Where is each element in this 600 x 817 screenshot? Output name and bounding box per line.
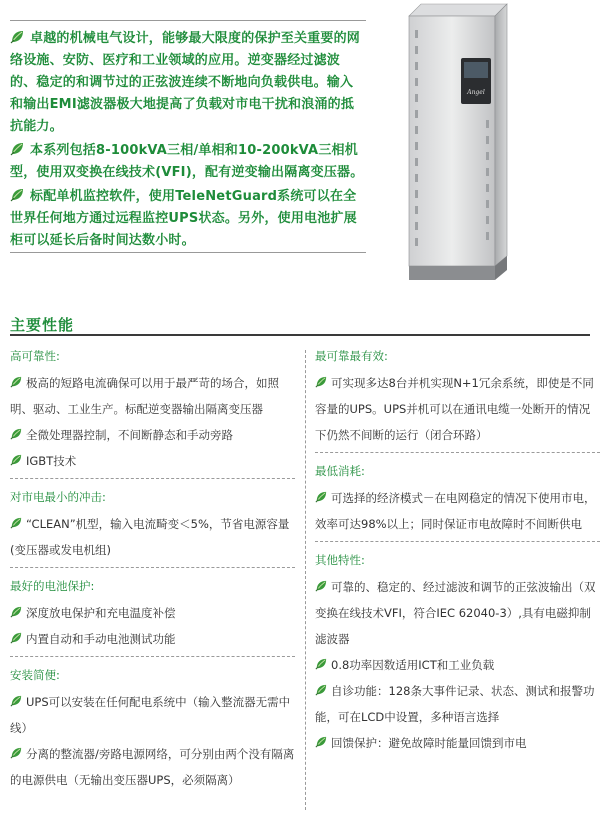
feature-group xyxy=(10,576,295,652)
group-divider xyxy=(10,656,295,657)
feature-group-heading: 最低消耗: xyxy=(315,464,365,478)
feature-item xyxy=(10,448,295,474)
leaf-bullet-icon xyxy=(10,454,22,466)
leaf-bullet-icon xyxy=(10,632,22,644)
feature-item xyxy=(10,689,295,741)
feature-group-heading: 最好的电池保护: xyxy=(10,579,95,593)
ups-brand-label: Angel xyxy=(467,89,485,96)
leaf-bullet-icon xyxy=(10,376,22,388)
leaf-bullet-icon xyxy=(315,684,327,696)
intro-text: 卓越的机械电气设计，能够最大限度的保护至关重要的网络设施、安防、医疗和工业领域的应用。逆变器经过滤波的、稳定的和调节过的正弦波连续不断地向负载供电。输入和输出EMI滤波器极大地提高了负载对市电干扰和浪涌的抵抗能力。 xyxy=(10,31,361,134)
leaf-bullet-icon xyxy=(315,491,327,503)
feature-text: 极高的短路电流确保可以用于最严苛的场合，如照明、驱动、工业生产。标配逆变器输出隔离变压器 xyxy=(10,376,279,416)
features-right-column xyxy=(315,346,600,758)
feature-text: 自诊功能：128条大事件记录、状态、测试和报警功能，可在LCD中设置，多种语言选择 xyxy=(315,684,595,724)
feature-group xyxy=(315,550,600,756)
feature-item xyxy=(10,422,295,448)
intro-text: 本系列包括8-100kVA三相/单相和10-200kVA三相机型，使用双变换在线技术(VFI)，配有逆变输出隔离变压器。 xyxy=(10,143,364,180)
feature-item xyxy=(315,730,600,756)
leaf-bullet-icon xyxy=(10,428,22,440)
group-divider xyxy=(10,478,295,479)
feature-item xyxy=(10,626,295,652)
ups-cabinet-image xyxy=(403,0,513,292)
feature-item xyxy=(10,511,295,563)
leaf-bullet-icon xyxy=(10,747,22,759)
leaf-bullet-icon xyxy=(10,606,22,618)
section-title: 主要性能 xyxy=(10,316,75,334)
leaf-bullet-icon xyxy=(10,142,24,156)
feature-item xyxy=(315,678,600,730)
feature-text: 可靠的、稳定的、经过滤波和调节的正弦波输出（双变换在线技术VFI，符合IEC 62040-3）,具有电磁抑制滤波器 xyxy=(315,580,596,646)
feature-text: 分离的整流器/旁路电源网络，可分别由两个没有隔离的电源供电（无输出变压器UPS，必须隔离） xyxy=(10,747,295,787)
intro-paragraph xyxy=(10,186,366,252)
feature-text: 内置自动和手动电池测试功能 xyxy=(26,632,176,646)
leaf-bullet-icon xyxy=(315,736,327,748)
intro-bottom-rule xyxy=(10,252,366,253)
feature-group-heading: 安装简便: xyxy=(10,668,60,682)
feature-text: 全微处理器控制，不间断静态和手动旁路 xyxy=(26,428,233,442)
feature-text: “CLEAN”机型，输入电流畸变＜5%，节省电源容量(变压器或发电机组) xyxy=(10,517,290,557)
section-rule xyxy=(10,334,590,336)
feature-item xyxy=(315,370,600,448)
feature-text: 深度放电保护和充电温度补偿 xyxy=(26,606,176,620)
feature-item xyxy=(315,652,600,678)
feature-item xyxy=(315,485,600,537)
feature-text: IGBT技术 xyxy=(26,454,77,468)
leaf-bullet-icon xyxy=(315,580,327,592)
feature-text: UPS可以安装在任何配电系统中（输入整流器无需中线） xyxy=(10,695,291,735)
leaf-bullet-icon xyxy=(10,695,22,707)
feature-item xyxy=(315,574,600,652)
feature-group xyxy=(10,665,295,793)
column-divider xyxy=(305,350,306,810)
feature-item xyxy=(10,600,295,626)
group-divider xyxy=(10,567,295,568)
feature-group xyxy=(315,461,600,537)
feature-group xyxy=(315,346,600,448)
leaf-bullet-icon xyxy=(315,658,327,670)
feature-text: 可实现多达8台并机实现N+1冗余系统，即使是不同容量的UPS。UPS并机可以在通讯电缆一处断开的情况下仍然不间断的运行（闭合环路） xyxy=(315,376,594,442)
leaf-bullet-icon xyxy=(10,30,24,44)
leaf-bullet-icon xyxy=(10,188,24,202)
feature-group xyxy=(10,346,295,474)
feature-group-heading: 其他特性: xyxy=(315,553,365,567)
leaf-bullet-icon xyxy=(315,376,327,388)
feature-group-heading: 高可靠性: xyxy=(10,349,60,363)
group-divider xyxy=(315,452,600,453)
group-divider xyxy=(315,541,600,542)
feature-group-heading: 最可靠最有效: xyxy=(315,349,388,363)
feature-group-heading: 对市电最小的冲击: xyxy=(10,490,106,504)
feature-item xyxy=(10,370,295,422)
feature-group xyxy=(10,487,295,563)
intro-paragraph xyxy=(10,28,366,138)
feature-text: 0.8功率因数适用ICT和工业负载 xyxy=(331,658,495,672)
feature-item xyxy=(10,741,295,793)
leaf-bullet-icon xyxy=(10,517,22,529)
features-left-column xyxy=(10,346,295,795)
intro-text: 标配单机监控软件，使用TeleNetGuard系统可以在全世界任何地方通过远程监控UPS状态。另外，使用电池扩展柜可以延长后备时间达数小时。 xyxy=(10,189,357,248)
feature-text: 可选择的经济模式－在电网稳定的情况下使用市电，效率可达98%以上；同时保证市电故障时不间断供电 xyxy=(315,491,596,531)
feature-text: 回馈保护：避免故障时能量回馈到市电 xyxy=(331,736,527,750)
intro-top-rule xyxy=(10,20,366,21)
intro-block xyxy=(10,28,366,254)
intro-paragraph xyxy=(10,140,366,184)
